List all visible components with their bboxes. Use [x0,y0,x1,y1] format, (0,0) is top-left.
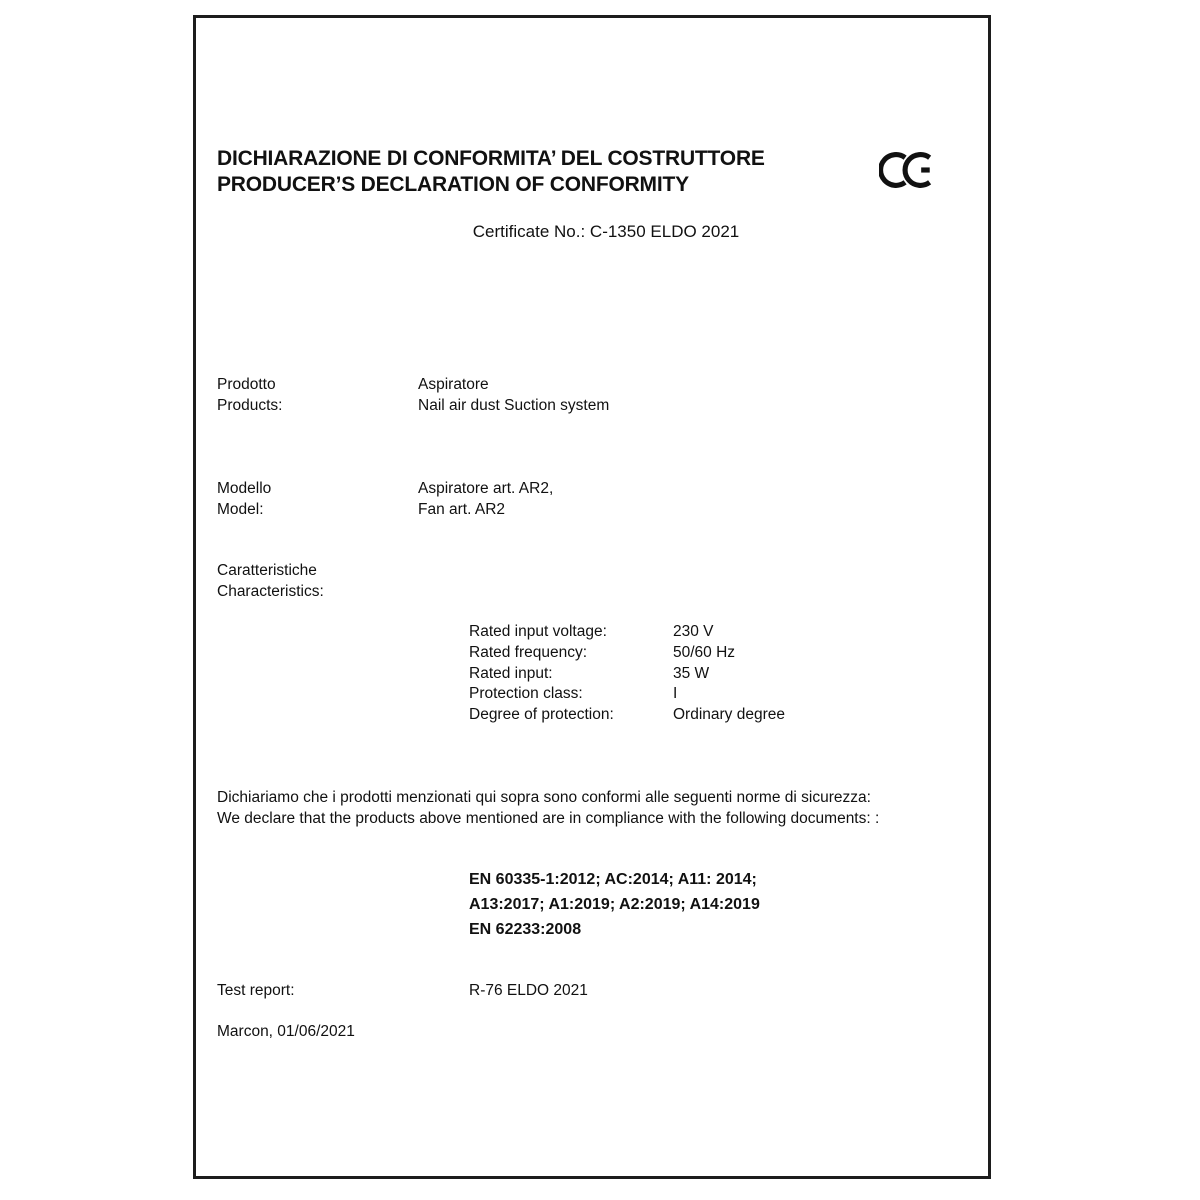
characteristic-label: Rated input: [469,664,553,682]
characteristics-heading [217,560,324,602]
standards-line: A13:2017; A1:2019; A2:2019; A14:2019 [469,896,760,913]
place-and-date: Marcon, 01/06/2021 [217,1023,355,1040]
characteristic-value: 50/60 Hz [673,643,736,661]
declaration-line-italian: Dichiariamo che i prodotti menzionati qui sopra sono conformi alle seguenti norme di sicurezza: [217,789,871,806]
characteristic-value: 230 V [673,623,714,640]
product-labels [217,374,418,416]
certificate-page [193,15,991,1179]
declaration-statement [217,788,962,829]
certificate-number: Certificate No.: C-1350 ELDO 2021 [472,222,740,241]
model-value-line2: Fan art. AR2 [418,501,506,518]
characteristic-value: 35 W [673,664,710,682]
model-value-line1: Aspiratore art. AR2, [418,480,554,497]
product-values [418,374,957,416]
characteristic-value: Ordinary degree [673,706,786,724]
characteristic-row [469,643,785,664]
product-value-line2: Nail air dust Suction system [418,397,610,414]
standards-line: EN 60335-1:2012; AC:2014; A11: 2014; [469,871,757,888]
characteristic-row [469,705,785,726]
standards-list [469,867,760,942]
characteristics-table [469,622,785,726]
title-line-english: PRODUCER’S DECLARATION OF CONFORMITY [217,173,689,196]
characteristic-row [469,684,785,705]
product-label-english: Products: [217,397,283,414]
declaration-line-english: We declare that the products above mentioned are in compliance with the following documents: : [217,809,880,827]
model-labels [217,478,418,520]
product-label-italian: Prodotto [217,376,276,393]
standards-line: EN 62233:2008 [469,921,582,938]
product-value-line1: Aspiratore [418,376,489,393]
characteristics-label-italian: Caratteristiche [217,562,317,579]
characteristic-label: Rated input voltage: [469,623,607,640]
characteristic-row [469,622,785,643]
characteristic-row [469,664,785,685]
title-line-italian: DICHIARAZIONE DI CONFORMITA’ DEL COSTRUTTORE [217,147,765,170]
model-label-english: Model: [217,501,264,518]
test-report-section [217,982,957,1000]
product-section [217,374,957,416]
test-report-value: R-76 ELDO 2021 [469,982,588,999]
model-label-italian: Modello [217,480,272,497]
document-title [217,146,765,198]
test-report-label: Test report: [217,982,295,999]
model-values [418,478,957,520]
characteristic-label: Protection class: [469,685,583,703]
model-section [217,478,957,520]
characteristics-label-english: Characteristics: [217,583,324,600]
characteristic-value: I [673,685,678,703]
characteristic-label: Degree of protection: [469,706,614,724]
characteristic-label: Rated frequency: [469,643,588,661]
ce-mark-icon [879,150,936,195]
